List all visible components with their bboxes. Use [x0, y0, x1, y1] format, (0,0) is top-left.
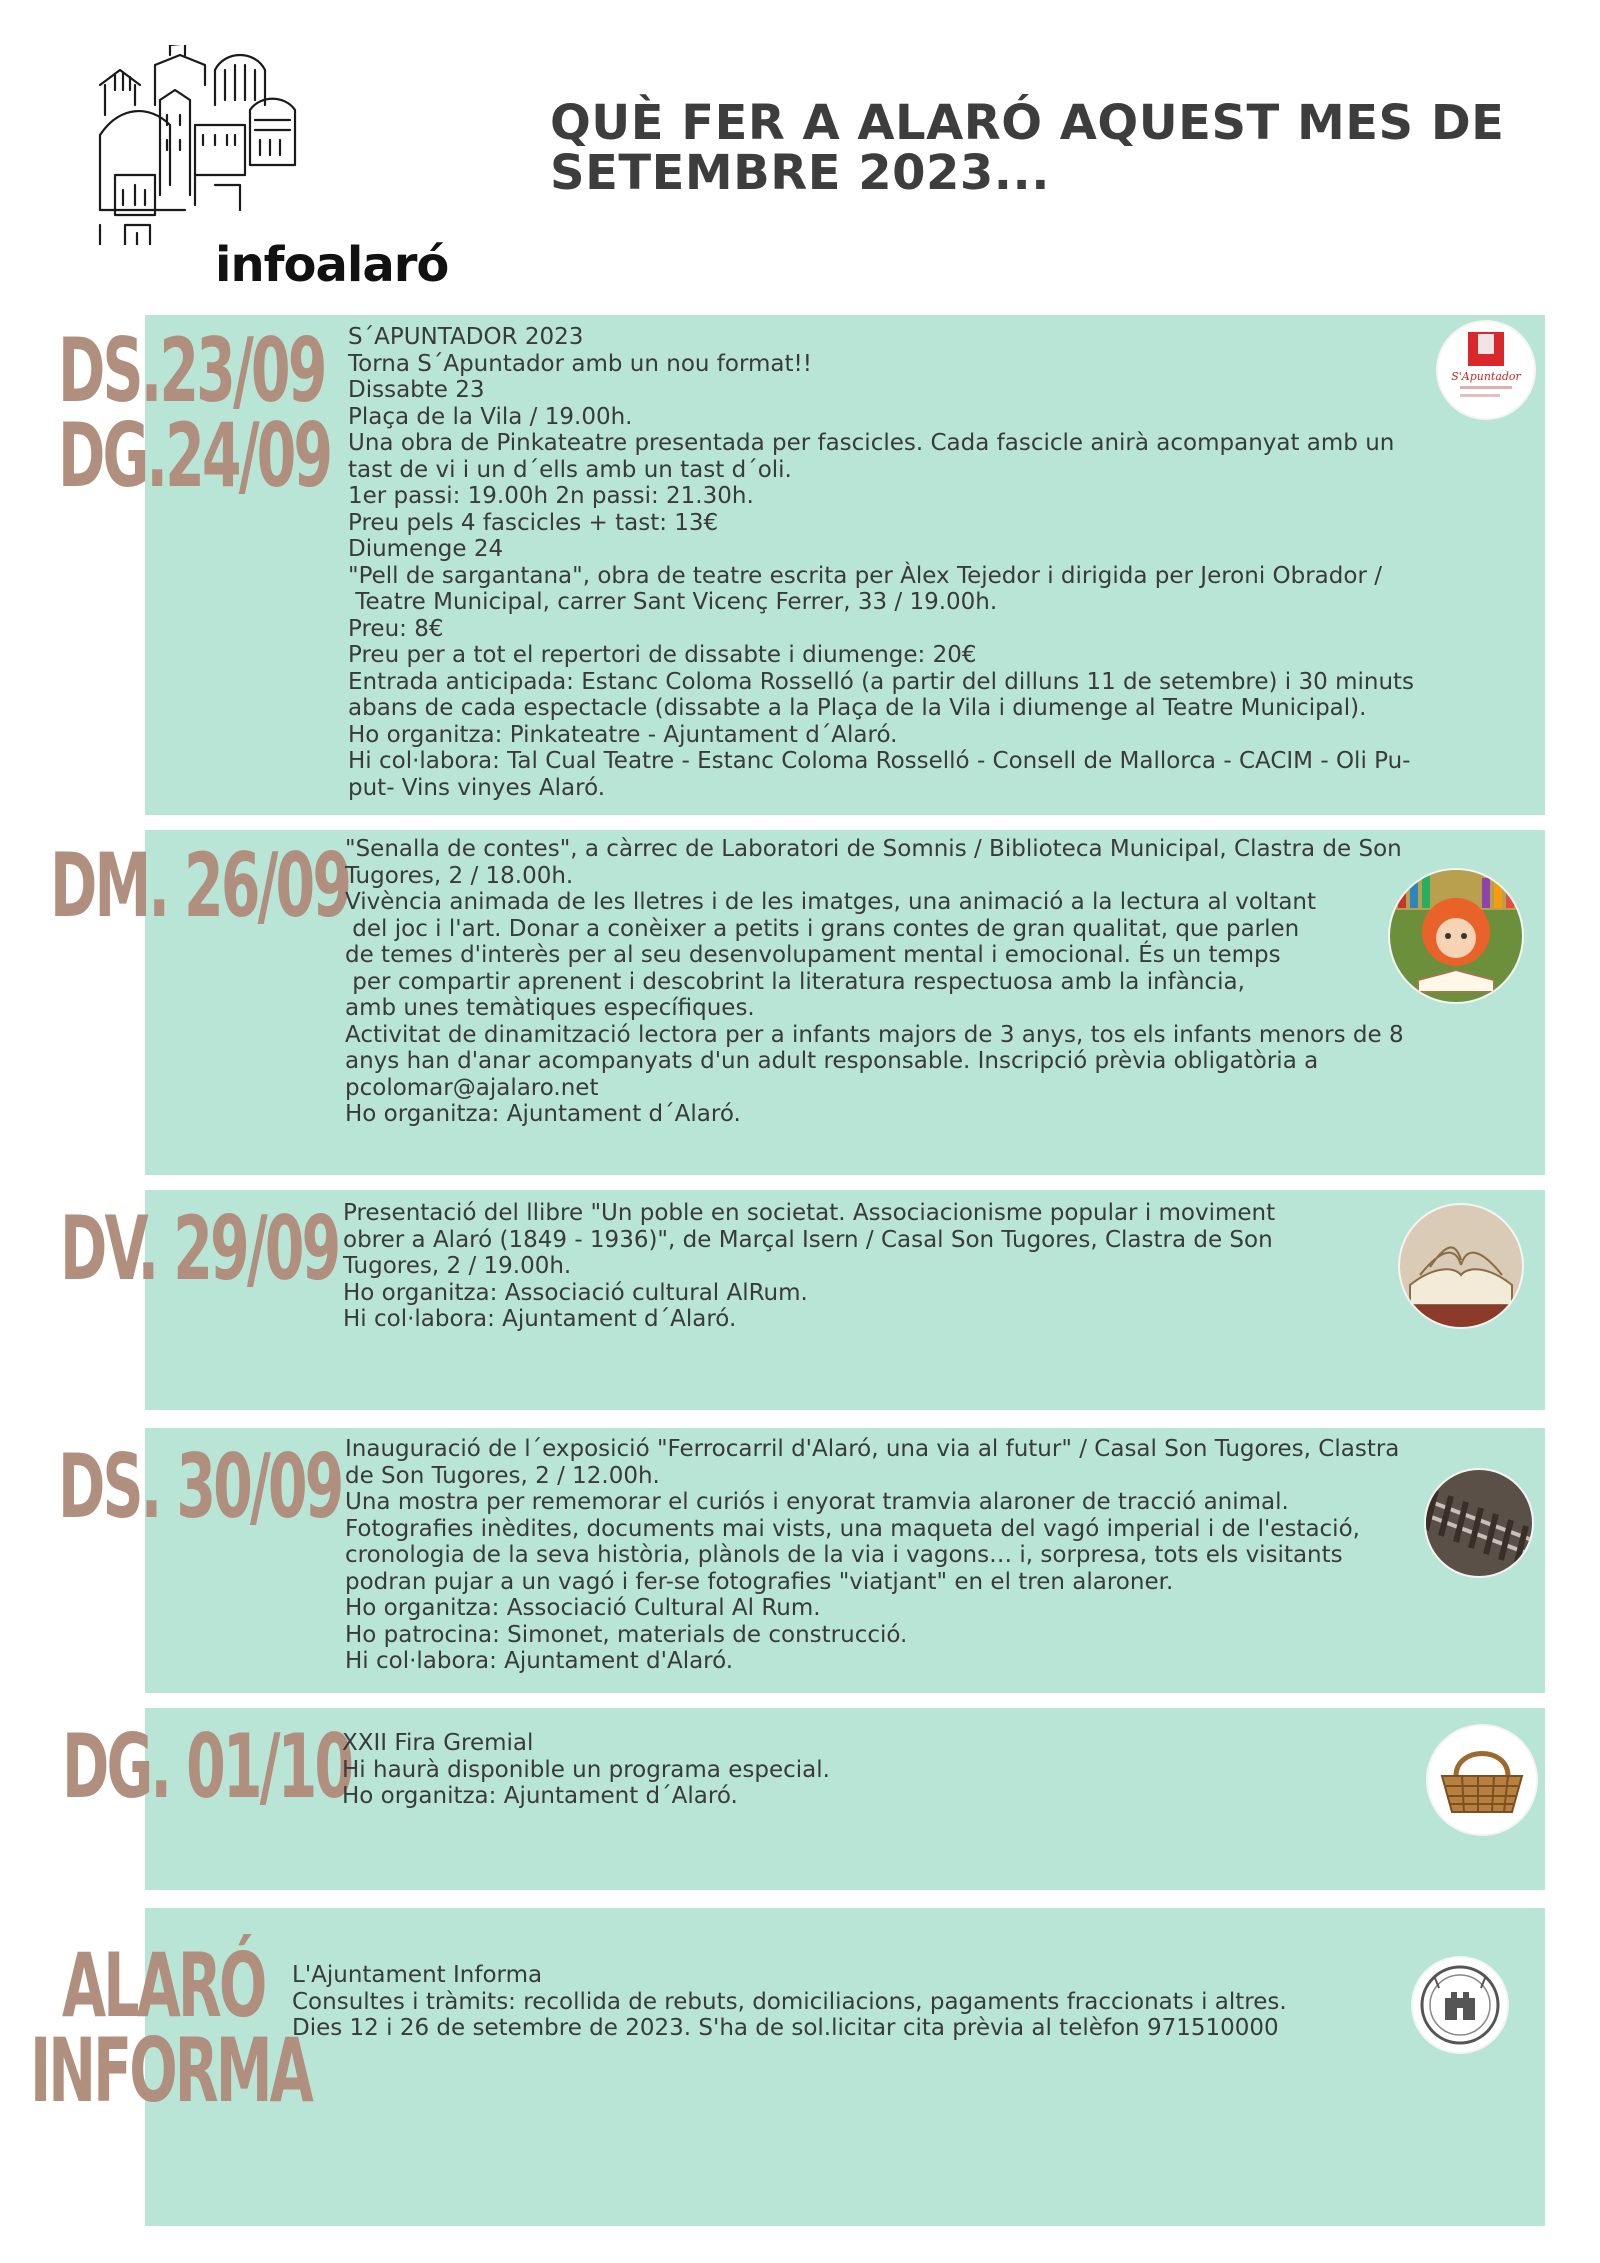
- event-date: DS. 30/09: [58, 1435, 342, 1538]
- event-line: Ho organitza: Pinkateatre - Ajuntament d´Alaró.: [348, 721, 898, 748]
- event-line: Entrada anticipada: Estanc Coloma Rosselló (a partir del dilluns 11 de setembre) i 30 minuts: [348, 668, 1415, 695]
- event-line: Dissabte 23: [348, 377, 485, 403]
- event-line: de temes d'interès per al seu desenvolupament mental i emocional. És un temps: [345, 942, 1281, 968]
- event-line: Tugores, 2 / 18.00h.: [345, 862, 574, 889]
- event-line: "Senalla de contes", a càrrec de Laboratori de Somnis / Biblioteca Municipal, Clastra de Son: [345, 836, 1402, 862]
- event-description: [343, 1200, 1275, 1333]
- event-line: Ho organitza: Associació Cultural Al Rum.: [345, 1595, 821, 1621]
- event-line: cronologia de la seva història, plànols de la via i vagons… i, sorpresa, tots els visitants: [345, 1542, 1343, 1568]
- wicker-basket-icon: [1428, 1726, 1536, 1834]
- town-skyline-icon: [95, 45, 325, 245]
- info-heading: ALARÓ: [62, 1934, 265, 2037]
- event-line: XXII Fira Gremial: [342, 1730, 534, 1756]
- page-title-line-2: SETEMBRE 2023...: [550, 145, 1050, 201]
- event-line: podran pujar a un vagó i fer-se fotografies "viatjant" en el tren alaroner.: [345, 1568, 1174, 1595]
- event-date: DM. 26/09: [50, 834, 350, 937]
- event-description: [345, 1436, 1399, 1675]
- svg-text:S'Apuntador: S'Apuntador: [1451, 370, 1521, 383]
- event-line: del joc i l'art. Donar a conèixer a petits i grans contes de gran qualitat, que parlen: [345, 915, 1300, 942]
- event-line: Ho organitza: Ajuntament d´Alaró.: [342, 1783, 738, 1809]
- event-line: Diumenge 24: [348, 536, 504, 562]
- event-description: [348, 324, 1414, 801]
- event-date: DV. 29/09: [60, 1197, 339, 1300]
- event-line: de Son Tugores, 2 / 12.00h.: [345, 1462, 660, 1489]
- info-description: [292, 1962, 1287, 2042]
- event-description: [342, 1730, 830, 1810]
- event-line: Plaça de la Vila / 19.00h.: [348, 403, 633, 430]
- event-line: Preu: 8€: [348, 615, 444, 642]
- info-line: L'Ajuntament Informa: [292, 1962, 543, 1988]
- event-line: pcolomar@ajalaro.net: [345, 1074, 599, 1101]
- event-line: Torna S´Apuntador amb un nou format!!: [348, 350, 812, 377]
- event-line: Activitat de dinamització lectora per a infants majors de 3 anys, tos els infants menors de 8: [345, 1021, 1404, 1048]
- event-line: Tugores, 2 / 19.00h.: [343, 1253, 572, 1279]
- event-line: Preu per a tot el repertori de dissabte i diumenge: 20€: [348, 642, 977, 668]
- event-line: Hi col·labora: Ajuntament d´Alaró.: [343, 1306, 737, 1332]
- brand-name: infoalaró: [215, 237, 449, 293]
- page-title: [550, 95, 1510, 201]
- event-line: Una mostra per rememorar el curiós i enyorat tramvia alaroner de tracció animal.: [345, 1489, 1289, 1515]
- event-date: DG. 01/10: [62, 1715, 352, 1818]
- event-line: Hi col·labora: Ajuntament d'Alaró.: [345, 1648, 734, 1674]
- info-line: Consultes i tràmits: recollida de rebuts, domiciliacions, pagaments fraccionats i altres.: [292, 1988, 1287, 2015]
- event-line: Hi haurà disponible un programa especial.: [342, 1756, 830, 1783]
- info-line: Dies 12 i 26 de setembre de 2023. S'ha de sol.licitar cita prèvia al telèfon 971510000: [292, 2015, 1279, 2041]
- event-line: abans de cada espectacle (dissabte a la Plaça de la Vila i diumenge al Teatre Municipal).: [348, 695, 1367, 721]
- event-line: Preu pels 4 fascicles + tast: 13€: [348, 509, 719, 536]
- open-book-icon: [1400, 1205, 1522, 1327]
- event-line: Teatre Municipal, carrer Sant Vicenç Ferrer, 33 / 19.00h.: [348, 589, 998, 615]
- infoalaro-logo: [95, 45, 449, 293]
- event-line: put- Vins vinyes Alaró.: [348, 774, 606, 801]
- event-line: Ho organitza: Ajuntament d´Alaró.: [345, 1101, 741, 1127]
- event-line: Hi col·labora: Tal Cual Teatre - Estanc Coloma Rosselló - Consell de Mallorca - CACIM - Oli Pu-: [348, 748, 1411, 774]
- railway-tracks-icon: [1426, 1470, 1532, 1576]
- page-title-line-1: QUÈ FER A ALARÓ AQUEST MES DE: [550, 95, 1505, 151]
- event-description: [345, 836, 1404, 1128]
- event-date: DG.24/09: [58, 404, 331, 507]
- event-line: tast de vi i un d´ells amb un tast d´oli.: [348, 456, 792, 483]
- event-line: amb unes temàtiques específiques.: [345, 995, 755, 1021]
- event-line: Vivència animada de les lletres i de les imatges, una animació a la lectura al voltant: [345, 889, 1317, 915]
- event-line: Ho organitza: Associació cultural AlRum.: [343, 1279, 808, 1306]
- info-heading: INFORMA: [30, 2019, 311, 2122]
- event-line: Ho patrocina: Simonet, materials de construcció.: [345, 1621, 908, 1648]
- info-box-ajuntament: [145, 1908, 1545, 2226]
- event-line: "Pell de sargantana", obra de teatre escrita per Àlex Tejedor i dirigida per Jeroni Obrador /: [348, 562, 1382, 589]
- event-line: Inauguració de l´exposició "Ferrocarril d'Alaró, una via al futur" / Casal Son Tugores, Clastra: [345, 1436, 1400, 1462]
- event-line: Presentació del llibre "Un poble en societat. Associacionisme popular i moviment: [343, 1200, 1276, 1226]
- event-line: Fotografies inèdites, documents mai vists, una maqueta del vagó imperial i de l'estació,: [345, 1515, 1360, 1542]
- theatre-poster-icon: [1438, 322, 1534, 418]
- event-line: 1er passi: 19.00h 2n passi: 21.30h.: [348, 483, 754, 509]
- event-line: per compartir aprenent i descobrint la literatura respectuosa amb la infància,: [345, 968, 1245, 995]
- event-line: anys han d'anar acompanyats d'un adult responsable. Inscripció prèvia obligatòria a: [345, 1048, 1319, 1074]
- event-date: DS.23/09: [58, 319, 325, 422]
- event-line: Una obra de Pinkateatre presentada per fascicles. Cada fascicle anirà acompanyat amb un: [348, 430, 1395, 456]
- event-line: obrer a Alaró (1849 - 1936)", de Marçal Isern / Casal Son Tugores, Clastra de Son: [343, 1226, 1273, 1253]
- town-seal-icon: [1413, 1958, 1507, 2052]
- reading-child-icon: [1390, 870, 1522, 1002]
- event-line: S´APUNTADOR 2023: [348, 324, 584, 350]
